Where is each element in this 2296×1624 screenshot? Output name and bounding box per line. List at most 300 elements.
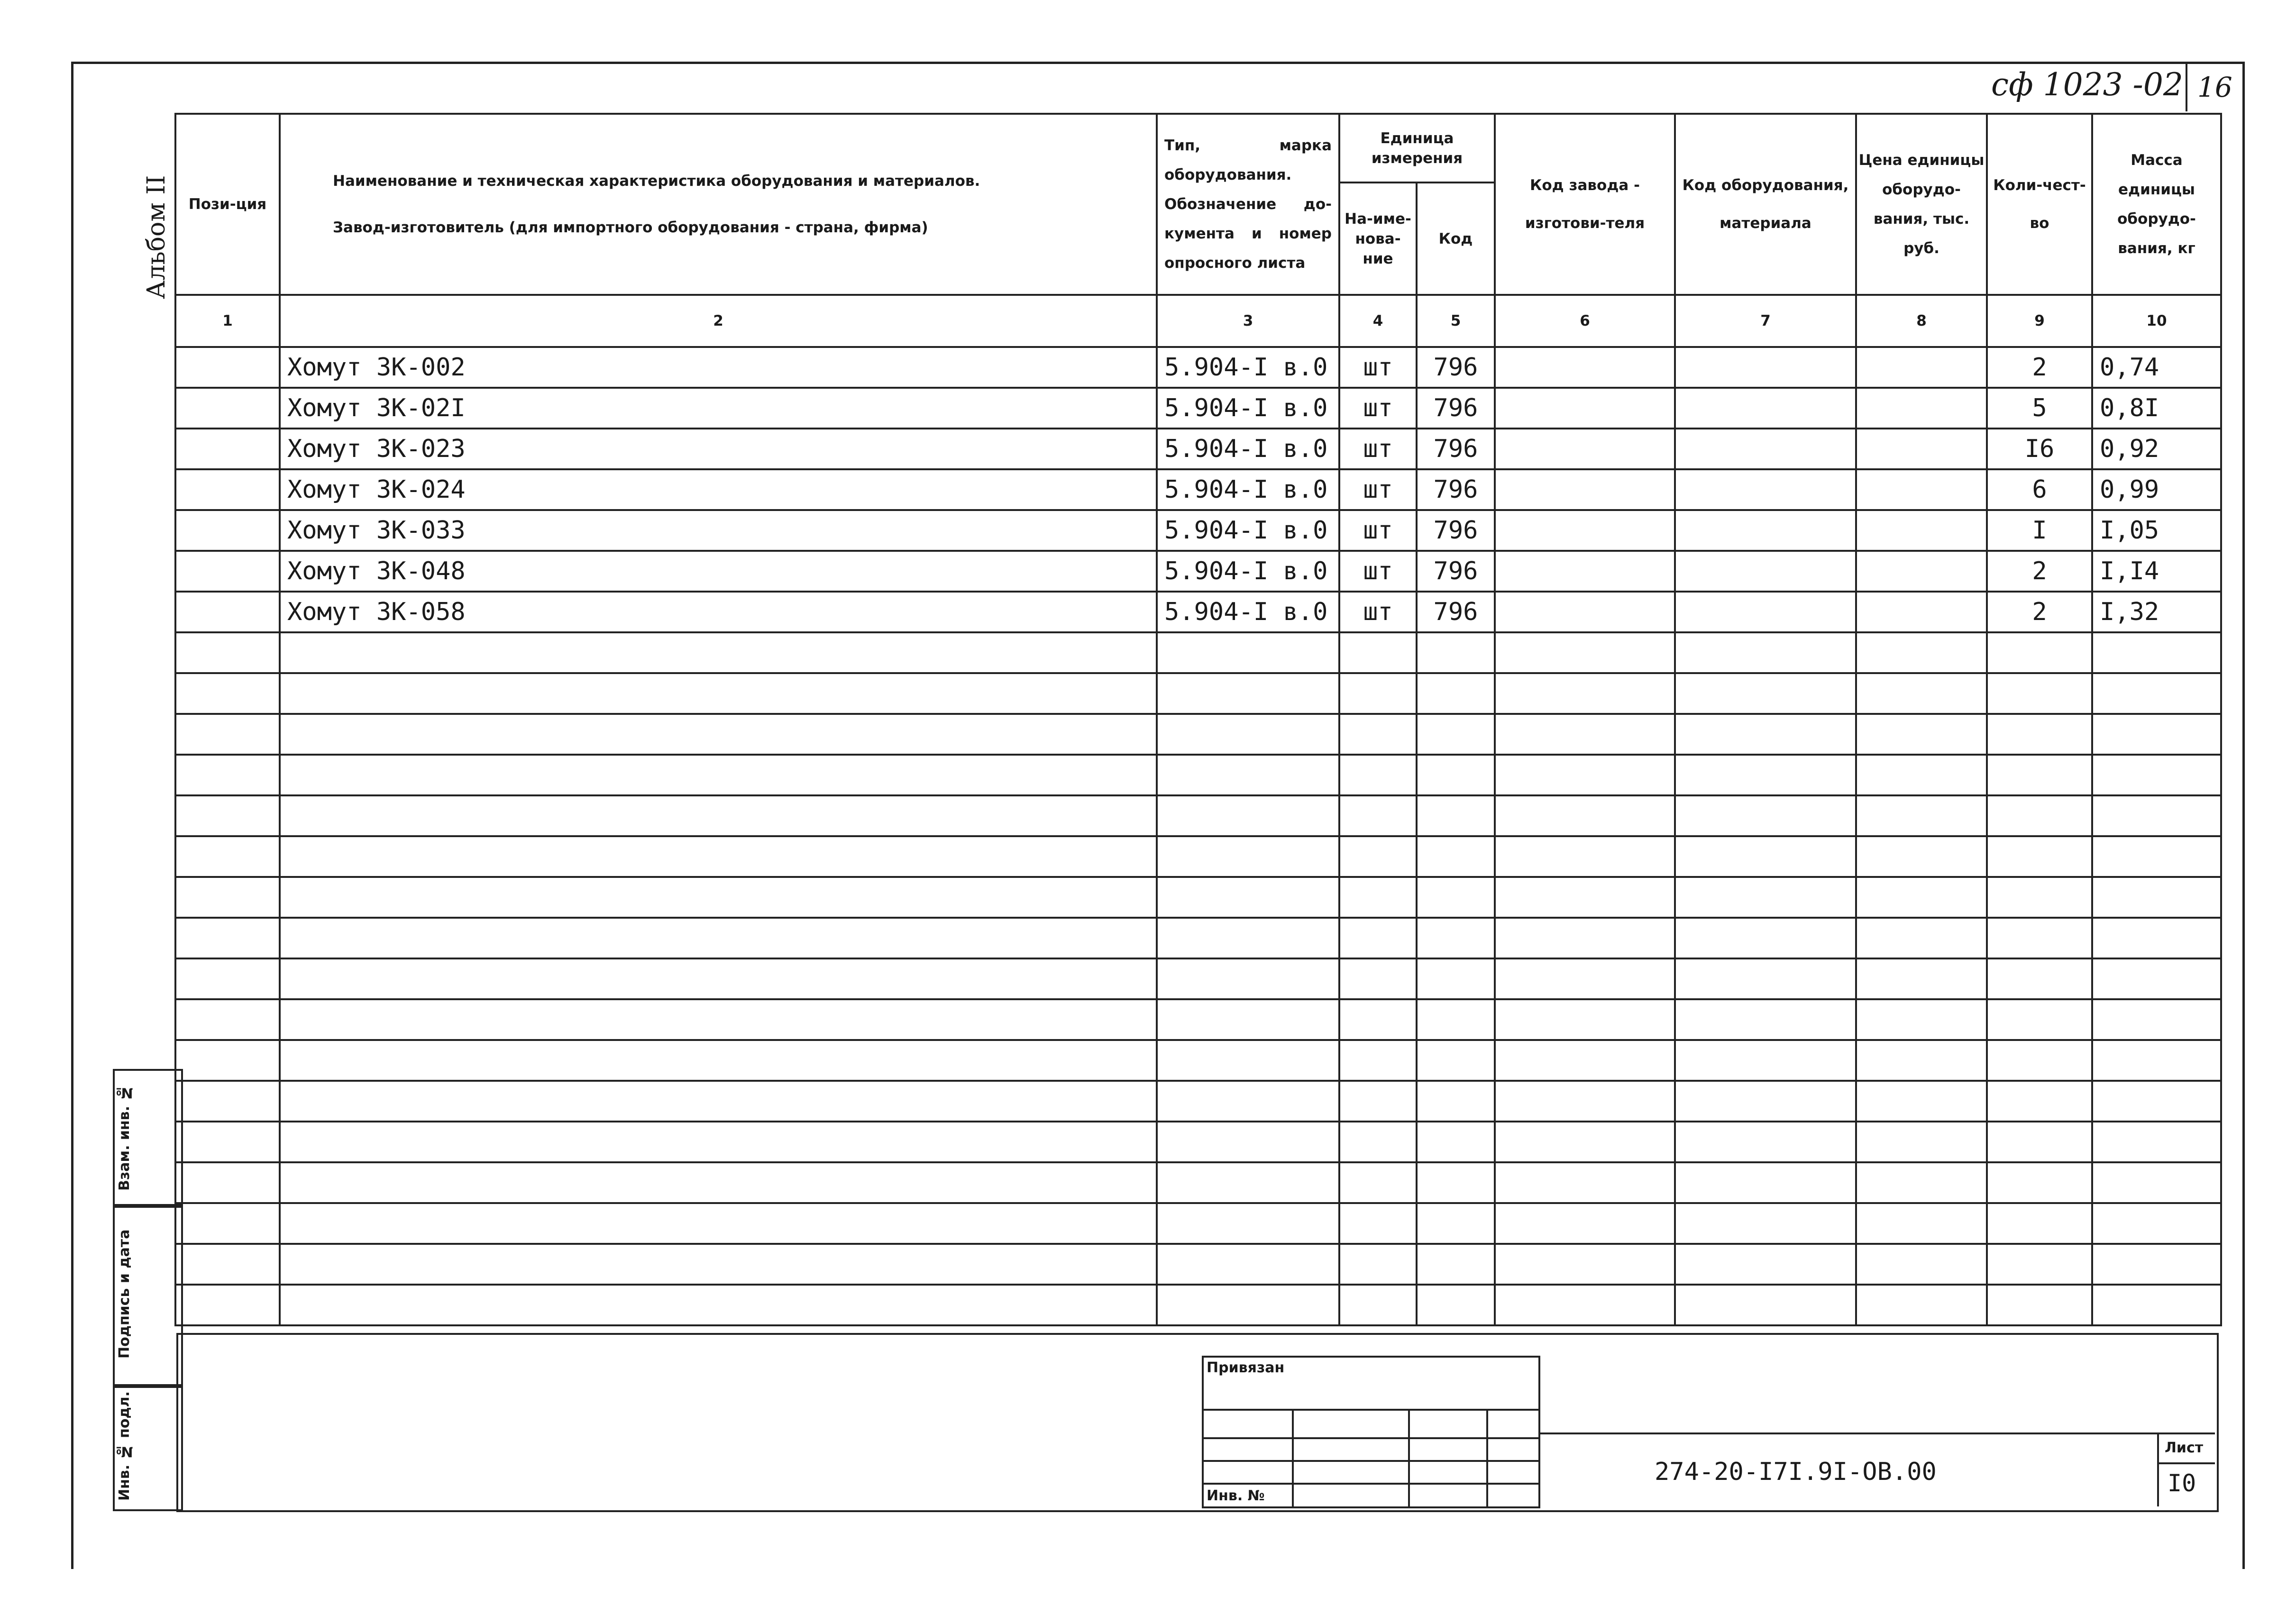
- table-row: [175, 469, 2221, 510]
- empty-cell: [1987, 877, 2092, 918]
- empty-cell: [1987, 1244, 2092, 1285]
- empty-cell: [1157, 1244, 1339, 1285]
- cell-position: [175, 510, 280, 551]
- empty-cell: [1417, 714, 1495, 755]
- empty-cell: [175, 999, 280, 1040]
- empty-cell: [2092, 1162, 2221, 1203]
- empty-cell: [2092, 918, 2221, 958]
- empty-cell: [280, 714, 1157, 755]
- empty-cell: [1339, 1081, 1417, 1122]
- empty-row: [175, 918, 2221, 958]
- empty-cell: [1339, 755, 1417, 795]
- empty-cell: [1339, 1162, 1417, 1203]
- empty-cell: [1417, 673, 1495, 714]
- empty-cell: [1987, 1081, 2092, 1122]
- empty-cell: [1495, 714, 1675, 755]
- cell-qty: 6: [1987, 469, 2092, 510]
- empty-cell: [2092, 632, 2221, 673]
- empty-cell: [1856, 1081, 1987, 1122]
- empty-cell: [1495, 1040, 1675, 1081]
- header-quantity: Коли-чест-во: [1987, 114, 2092, 295]
- empty-cell: [1157, 836, 1339, 877]
- header-equipment-code: Код оборудования, материала: [1675, 114, 1856, 295]
- empty-cell: [1417, 1285, 1495, 1325]
- empty-cell: [2092, 714, 2221, 755]
- empty-cell: [1157, 1162, 1339, 1203]
- empty-cell: [1675, 1081, 1856, 1122]
- empty-cell: [1987, 918, 2092, 958]
- empty-cell: [1495, 836, 1675, 877]
- cell-type: 5.904-I в.0: [1157, 551, 1339, 592]
- cell-price: [1856, 388, 1987, 429]
- empty-cell: [2092, 1244, 2221, 1285]
- cell-price: [1856, 592, 1987, 632]
- empty-cell: [175, 755, 280, 795]
- col-num-3: 3: [1157, 295, 1339, 347]
- cell-equipment-code: [1675, 388, 1856, 429]
- col-num-1: 1: [175, 295, 280, 347]
- cell-price: [1856, 429, 1987, 469]
- empty-cell: [1417, 958, 1495, 999]
- empty-cell: [1157, 877, 1339, 918]
- empty-cell: [2092, 1040, 2221, 1081]
- empty-cell: [1856, 1203, 1987, 1244]
- cell-qty: 2: [1987, 347, 2092, 388]
- empty-cell: [175, 673, 280, 714]
- cell-equipment-code: [1675, 347, 1856, 388]
- empty-cell: [1157, 1285, 1339, 1325]
- empty-cell: [2092, 958, 2221, 999]
- empty-cell: [1417, 836, 1495, 877]
- empty-cell: [1987, 632, 2092, 673]
- header-mass: Масса единицы оборудо-вания, кг: [2092, 114, 2221, 295]
- cell-unit: шт: [1339, 510, 1417, 551]
- empty-cell: [280, 1203, 1157, 1244]
- empty-cell: [1987, 999, 2092, 1040]
- empty-cell: [1339, 918, 1417, 958]
- cell-qty: 5: [1987, 388, 2092, 429]
- empty-cell: [1675, 877, 1856, 918]
- header-name-line1: Наименование и техническая характеристика оборудования и материалов.: [333, 173, 980, 190]
- table-row: [175, 551, 2221, 592]
- empty-cell: [1417, 1040, 1495, 1081]
- empty-cell: [1987, 1203, 2092, 1244]
- inv-original-label: Инв. № подл.: [116, 1391, 133, 1501]
- empty-cell: [1675, 1203, 1856, 1244]
- empty-cell: [280, 958, 1157, 999]
- empty-cell: [1157, 1081, 1339, 1122]
- empty-cell: [2092, 877, 2221, 918]
- cell-code: 796: [1417, 510, 1495, 551]
- empty-cell: [2092, 795, 2221, 836]
- cell-unit: шт: [1339, 388, 1417, 429]
- empty-cell: [2092, 673, 2221, 714]
- table-row: [175, 429, 2221, 469]
- empty-cell: [1987, 714, 2092, 755]
- header-name: [280, 114, 1157, 295]
- cell-name: Хомут ЗК-024: [280, 469, 1157, 510]
- empty-row: [175, 999, 2221, 1040]
- empty-cell: [175, 632, 280, 673]
- empty-cell: [1157, 673, 1339, 714]
- cell-qty: I: [1987, 510, 2092, 551]
- empty-cell: [1339, 1040, 1417, 1081]
- header-plant-code: Код завода - изготови-теля: [1495, 114, 1675, 295]
- cell-mass: I,32: [2092, 592, 2221, 632]
- empty-cell: [1856, 958, 1987, 999]
- empty-cell: [280, 1122, 1157, 1162]
- empty-cell: [2092, 1122, 2221, 1162]
- cell-unit: шт: [1339, 347, 1417, 388]
- cell-price: [1856, 510, 1987, 551]
- empty-cell: [1157, 714, 1339, 755]
- cell-type: 5.904-I в.0: [1157, 429, 1339, 469]
- col-num-4: 4: [1339, 295, 1417, 347]
- empty-cell: [1495, 1122, 1675, 1162]
- empty-cell: [1495, 1081, 1675, 1122]
- empty-cell: [2092, 836, 2221, 877]
- cell-equipment-code: [1675, 510, 1856, 551]
- empty-cell: [2092, 999, 2221, 1040]
- empty-cell: [1417, 1081, 1495, 1122]
- cell-type: 5.904-I в.0: [1157, 388, 1339, 429]
- cell-code: 796: [1417, 347, 1495, 388]
- cell-code: 796: [1417, 592, 1495, 632]
- cell-name: Хомут ЗК-048: [280, 551, 1157, 592]
- cell-mass: 0,74: [2092, 347, 2221, 388]
- empty-cell: [2092, 1285, 2221, 1325]
- empty-cell: [1856, 1285, 1987, 1325]
- cell-code: 796: [1417, 551, 1495, 592]
- empty-cell: [175, 1122, 280, 1162]
- empty-cell: [1495, 795, 1675, 836]
- cell-position: [175, 551, 280, 592]
- empty-cell: [1339, 673, 1417, 714]
- cell-unit: шт: [1339, 551, 1417, 592]
- cell-position: [175, 469, 280, 510]
- cell-position: [175, 347, 280, 388]
- cell-name: Хомут ЗК-058: [280, 592, 1157, 632]
- empty-cell: [280, 1162, 1157, 1203]
- empty-cell: [1856, 714, 1987, 755]
- col-num-6: 6: [1495, 295, 1675, 347]
- empty-cell: [1856, 632, 1987, 673]
- empty-row: [175, 673, 2221, 714]
- cell-qty: I6: [1987, 429, 2092, 469]
- empty-cell: [2092, 1203, 2221, 1244]
- empty-cell: [1987, 836, 2092, 877]
- empty-cell: [1856, 836, 1987, 877]
- empty-cell: [1157, 632, 1339, 673]
- empty-cell: [1157, 999, 1339, 1040]
- empty-cell: [1987, 1040, 2092, 1081]
- empty-cell: [280, 1244, 1157, 1285]
- cell-plant-code: [1495, 592, 1675, 632]
- empty-cell: [1157, 1040, 1339, 1081]
- cell-mass: 0,8I: [2092, 388, 2221, 429]
- empty-cell: [1675, 1162, 1856, 1203]
- cell-mass: 0,92: [2092, 429, 2221, 469]
- empty-cell: [1339, 1203, 1417, 1244]
- empty-cell: [1675, 999, 1856, 1040]
- empty-row: [175, 836, 2221, 877]
- cell-price: [1856, 347, 1987, 388]
- empty-cell: [1856, 673, 1987, 714]
- empty-cell: [1675, 755, 1856, 795]
- empty-cell: [1856, 1040, 1987, 1081]
- cell-price: [1856, 551, 1987, 592]
- empty-cell: [280, 877, 1157, 918]
- empty-row: [175, 1162, 2221, 1203]
- empty-cell: [1417, 1203, 1495, 1244]
- header-unit-name: На-име-нова-ние: [1339, 182, 1417, 295]
- cell-equipment-code: [1675, 551, 1856, 592]
- cell-unit: шт: [1339, 469, 1417, 510]
- empty-cell: [1987, 795, 2092, 836]
- sheet-code: cф 1023 -02: [1991, 66, 2183, 103]
- empty-cell: [1495, 918, 1675, 958]
- cell-qty: 2: [1987, 551, 2092, 592]
- cell-plant-code: [1495, 429, 1675, 469]
- signature-date-label: Подпись и дата: [116, 1229, 133, 1359]
- empty-cell: [1675, 1244, 1856, 1285]
- stamp-inv-label: Инв. №: [1203, 1484, 1293, 1507]
- empty-cell: [280, 999, 1157, 1040]
- empty-cell: [1987, 673, 2092, 714]
- empty-cell: [1339, 714, 1417, 755]
- empty-cell: [1157, 1203, 1339, 1244]
- empty-cell: [1157, 918, 1339, 958]
- empty-cell: [1675, 1122, 1856, 1162]
- empty-cell: [1987, 1285, 2092, 1325]
- empty-cell: [1675, 632, 1856, 673]
- cell-plant-code: [1495, 510, 1675, 551]
- empty-cell: [1675, 918, 1856, 958]
- empty-cell: [280, 1040, 1157, 1081]
- empty-cell: [175, 1285, 280, 1325]
- empty-cell: [1157, 755, 1339, 795]
- cell-name: Хомут ЗК-033: [280, 510, 1157, 551]
- cell-plant-code: [1495, 469, 1675, 510]
- empty-cell: [1856, 918, 1987, 958]
- empty-cell: [1417, 1122, 1495, 1162]
- empty-cell: [1495, 999, 1675, 1040]
- empty-cell: [1157, 958, 1339, 999]
- empty-cell: [1417, 755, 1495, 795]
- cell-mass: I,I4: [2092, 551, 2221, 592]
- cell-price: [1856, 469, 1987, 510]
- empty-cell: [1495, 877, 1675, 918]
- empty-cell: [175, 1081, 280, 1122]
- empty-cell: [1339, 795, 1417, 836]
- empty-cell: [1856, 877, 1987, 918]
- empty-cell: [2092, 1081, 2221, 1122]
- empty-cell: [280, 795, 1157, 836]
- empty-cell: [1856, 1162, 1987, 1203]
- empty-cell: [280, 632, 1157, 673]
- empty-cell: [280, 918, 1157, 958]
- document-code: 274-20-I7I.9I-OB.00: [1655, 1458, 1937, 1486]
- column-number-row: [175, 295, 2221, 347]
- empty-cell: [280, 1081, 1157, 1122]
- empty-cell: [1339, 877, 1417, 918]
- empty-cell: [1987, 1122, 2092, 1162]
- cell-equipment-code: [1675, 429, 1856, 469]
- cell-type: 5.904-I в.0: [1157, 592, 1339, 632]
- empty-cell: [1675, 1040, 1856, 1081]
- empty-row: [175, 755, 2221, 795]
- table-row: [175, 592, 2221, 632]
- empty-cell: [1856, 755, 1987, 795]
- empty-cell: [175, 918, 280, 958]
- empty-cell: [1675, 673, 1856, 714]
- cell-code: 796: [1417, 388, 1495, 429]
- empty-cell: [1856, 795, 1987, 836]
- empty-row: [175, 877, 2221, 918]
- empty-cell: [280, 1285, 1157, 1325]
- empty-cell: [175, 795, 280, 836]
- empty-cell: [1339, 1244, 1417, 1285]
- empty-row: [175, 1285, 2221, 1325]
- cell-type: 5.904-I в.0: [1157, 510, 1339, 551]
- empty-row: [175, 714, 2221, 755]
- empty-cell: [1417, 632, 1495, 673]
- empty-cell: [1339, 999, 1417, 1040]
- empty-cell: [1157, 795, 1339, 836]
- sheet-divider: [2157, 1462, 2215, 1464]
- empty-cell: [1675, 714, 1856, 755]
- empty-cell: [175, 1162, 280, 1203]
- empty-cell: [1157, 1122, 1339, 1162]
- empty-row: [175, 1203, 2221, 1244]
- col-num-9: 9: [1987, 295, 2092, 347]
- table-row: [175, 510, 2221, 551]
- cell-equipment-code: [1675, 592, 1856, 632]
- empty-cell: [1339, 836, 1417, 877]
- album-label: Альбом II: [142, 175, 171, 299]
- col-num-10: 10: [2092, 295, 2221, 347]
- empty-cell: [175, 836, 280, 877]
- header-unit-code: Код: [1417, 182, 1495, 295]
- col-num-5: 5: [1417, 295, 1495, 347]
- empty-cell: [1856, 999, 1987, 1040]
- empty-cell: [1417, 877, 1495, 918]
- empty-cell: [1856, 1122, 1987, 1162]
- sheet-number: I0: [2168, 1469, 2196, 1497]
- empty-cell: [1417, 1244, 1495, 1285]
- empty-row: [175, 1244, 2221, 1285]
- cell-mass: I,05: [2092, 510, 2221, 551]
- cell-mass: 0,99: [2092, 469, 2221, 510]
- empty-cell: [1987, 958, 2092, 999]
- cell-plant-code: [1495, 347, 1675, 388]
- empty-row: [175, 1122, 2221, 1162]
- cell-equipment-code: [1675, 469, 1856, 510]
- cell-unit: шт: [1339, 429, 1417, 469]
- empty-cell: [1417, 999, 1495, 1040]
- cell-name: Хомут ЗК-023: [280, 429, 1157, 469]
- col-num-2: 2: [280, 295, 1157, 347]
- empty-cell: [1339, 958, 1417, 999]
- empty-row: [175, 958, 2221, 999]
- empty-row: [175, 795, 2221, 836]
- stamp-bound-to: Привязан: [1203, 1357, 1539, 1410]
- cell-plant-code: [1495, 551, 1675, 592]
- col-num-7: 7: [1675, 295, 1856, 347]
- empty-cell: [1495, 1162, 1675, 1203]
- table-row: [175, 347, 2221, 388]
- cell-code: 796: [1417, 429, 1495, 469]
- empty-cell: [1675, 1285, 1856, 1325]
- empty-cell: [1987, 755, 2092, 795]
- empty-cell: [1675, 795, 1856, 836]
- empty-cell: [175, 958, 280, 999]
- empty-cell: [1495, 755, 1675, 795]
- header-unit-group: Единица измерения: [1339, 114, 1495, 182]
- replaced-inv-label: Взам. инв. №: [116, 1084, 133, 1191]
- empty-cell: [1495, 958, 1675, 999]
- cell-qty: 2: [1987, 592, 2092, 632]
- empty-row: [175, 632, 2221, 673]
- empty-cell: [280, 836, 1157, 877]
- empty-cell: [1856, 1244, 1987, 1285]
- specification-table: [174, 113, 2222, 1326]
- empty-cell: [1417, 795, 1495, 836]
- empty-cell: [175, 877, 280, 918]
- empty-cell: [1495, 673, 1675, 714]
- empty-cell: [1675, 836, 1856, 877]
- cell-name: Хомут ЗК-002: [280, 347, 1157, 388]
- empty-cell: [1339, 1122, 1417, 1162]
- empty-cell: [1339, 1285, 1417, 1325]
- table-row: [175, 388, 2221, 429]
- cell-position: [175, 388, 280, 429]
- sheet-label: Лист: [2165, 1440, 2204, 1456]
- empty-cell: [2092, 755, 2221, 795]
- empty-cell: [280, 755, 1157, 795]
- header-position: Пози-ция: [175, 114, 280, 295]
- empty-cell: [1675, 958, 1856, 999]
- empty-cell: [1495, 1203, 1675, 1244]
- empty-row: [175, 1040, 2221, 1081]
- empty-cell: [1495, 632, 1675, 673]
- empty-cell: [1987, 1162, 2092, 1203]
- cell-position: [175, 592, 280, 632]
- header-price: Цена единицы оборудо-вания, тыс. руб.: [1856, 114, 1987, 295]
- empty-cell: [175, 1244, 280, 1285]
- cell-type: 5.904-I в.0: [1157, 347, 1339, 388]
- empty-cell: [1417, 1162, 1495, 1203]
- cell-position: [175, 429, 280, 469]
- empty-cell: [1339, 632, 1417, 673]
- header-name-line2: Завод-изготовитель (для импортного оборудования - страна, фирма): [333, 219, 928, 236]
- page-number: 16: [2197, 71, 2232, 103]
- empty-cell: [280, 673, 1157, 714]
- cell-type: 5.904-I в.0: [1157, 469, 1339, 510]
- cell-code: 796: [1417, 469, 1495, 510]
- cell-unit: шт: [1339, 592, 1417, 632]
- cell-plant-code: [1495, 388, 1675, 429]
- empty-cell: [1495, 1244, 1675, 1285]
- empty-cell: [1495, 1285, 1675, 1325]
- empty-cell: [175, 1203, 280, 1244]
- empty-cell: [1417, 918, 1495, 958]
- empty-cell: [175, 714, 280, 755]
- stamp-block: [1202, 1356, 1540, 1508]
- header-type: Тип, марка оборудования. Обозначение до-кумента и номер опросного листа: [1157, 114, 1339, 295]
- empty-row: [175, 1081, 2221, 1122]
- col-num-8: 8: [1856, 295, 1987, 347]
